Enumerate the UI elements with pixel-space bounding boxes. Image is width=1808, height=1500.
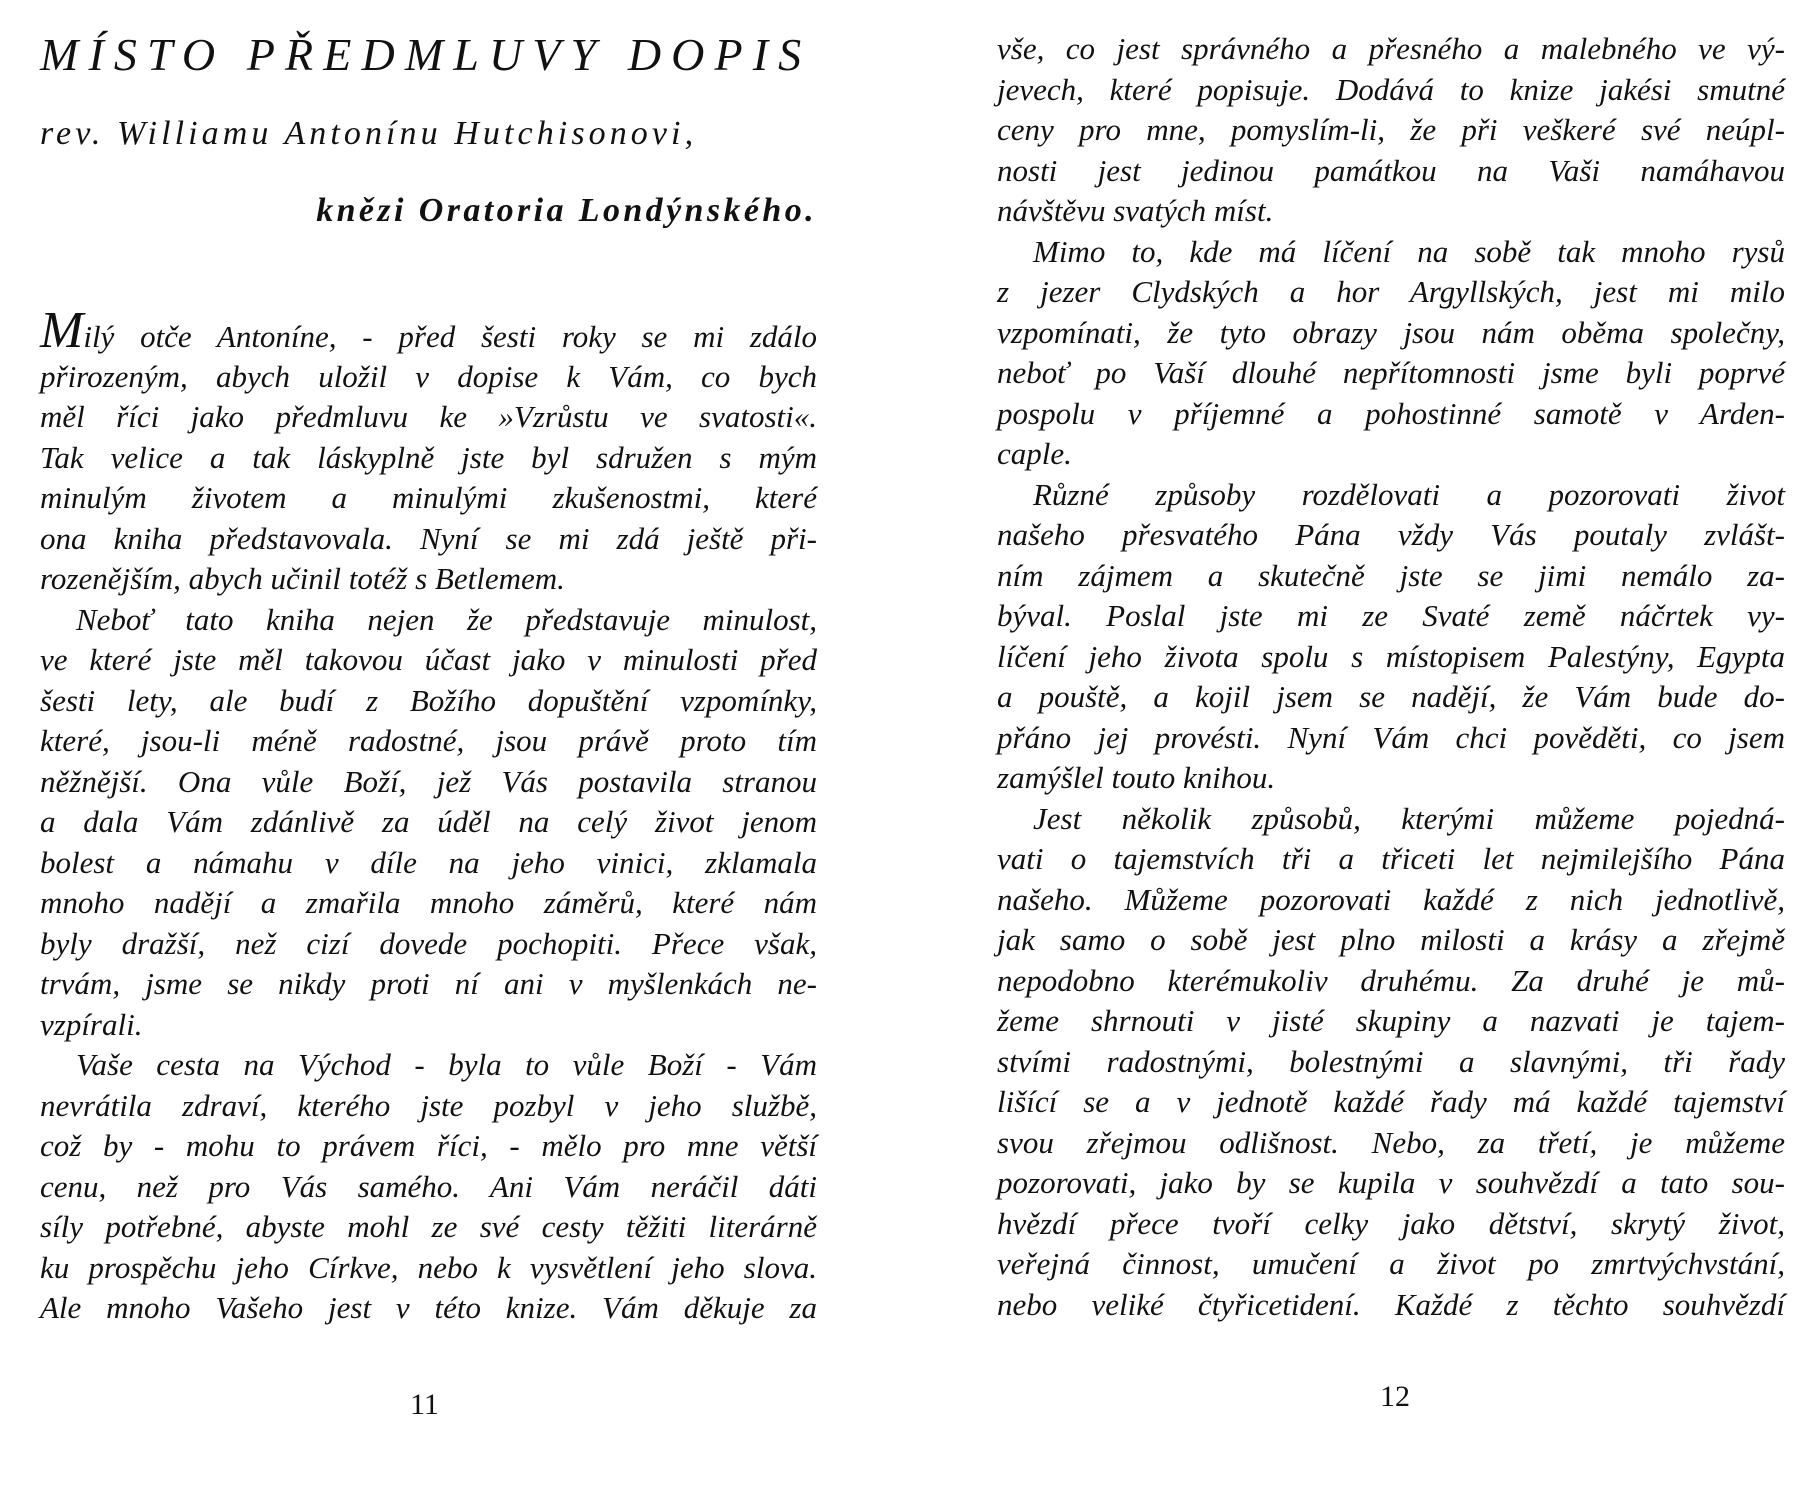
text-line: mnoho nadějí a zmařila mnoho záměrů, které nám [40, 885, 817, 920]
text-line: neboť po Vaší dlouhé nepřítomnosti jsme byli poprvé [997, 355, 1785, 390]
text-line: stvími radostnými, bolestnými a slavnými, tři řady [997, 1043, 1785, 1079]
text-line: což by - mohu to právem říci, - mělo pro mne větší [40, 1128, 817, 1163]
text-line: návštěvu svatých míst. [997, 193, 1274, 228]
text-line: nepodobno kterémukoliv druhému. Za druhé je mů- [997, 962, 1785, 998]
text-line: něžnější. Ona vůle Boží, jež Vás postavila stranou [40, 763, 817, 799]
text-line: Vaše cesta na Východ - byla to vůle Boží - Vám [76, 1047, 817, 1082]
text-line: Mimo to, kde má líčení na sobě tak mnoho rysů [1033, 233, 1785, 269]
text-line: jevech, které popisuje. Dodává to knize jakési smutné [997, 71, 1785, 107]
drop-cap: M [40, 302, 84, 359]
text-line [40, 302, 817, 359]
text-line: byly dražší, než cizí dovede pochopiti. Přece však, [40, 925, 817, 961]
text-line: z jezer Clydských a hor Argyllských, jest mi milo [997, 274, 1785, 309]
dedication-recipient: rev. Williamu Antonínu Hutchisonovi, [40, 115, 698, 152]
text-line: Jest několik způsobů, kterými můžeme pojedná- [1033, 800, 1785, 836]
text-line: přáno jej provésti. Nyní Vám chci pověděti, co jsem [997, 719, 1785, 755]
dedication-affiliation: knězi Oratoria Londýnského. [316, 192, 817, 229]
text-line: a pouště, a kojil jsem se nadějí, že Vám bude do- [997, 679, 1785, 714]
page-number-left: 11 [410, 1388, 439, 1421]
text-line: nevrátila zdraví, kterého jste pozbyl v jeho službě, [40, 1087, 817, 1123]
text-line: Různé způsoby rozdělovati a pozorovati život [1033, 476, 1785, 512]
text-line: zamýšlel touto knihou. [997, 760, 1276, 795]
text-line: minulým životem a minulými zkušenostmi, které [40, 480, 817, 515]
text-line: pozorovati, jako by se kupila v souhvězdí a tato sou- [997, 1165, 1785, 1200]
text-line: měl říci jako předmluvu ke »Vzrůstu ve svatosti«. [40, 399, 817, 434]
text-line: hvězdí přece tvoří celky jako dětství, skrytý život, [997, 1205, 1785, 1241]
left-page-body-text [40, 302, 817, 1329]
text-line: žeme shrnouti v jisté skupiny a nazvati je tajem- [997, 1003, 1785, 1038]
text-line: rozenějším, abych učinil totéž s Betlemem. [40, 561, 565, 596]
text-line: nebo veliké čtyřicetidení. Každé z těchto souhvězdí [997, 1286, 1785, 1322]
text-line: caple. [997, 436, 1072, 471]
text-line: šesti lety, ale budí z Božího dopuštění vzpomínky, [40, 682, 817, 718]
text-line: našeho přesvatého Pána vždy Vás poutaly zvlášt- [997, 517, 1785, 552]
text-line: vše, co jest správného a přesného a malebného ve vý- [997, 31, 1785, 66]
text-line: Ale mnoho Vašeho jest v této knize. Vám děkuje za [40, 1290, 817, 1325]
text-line: síly potřebné, abyste mohl ze své cesty těžiti literárně [40, 1209, 817, 1244]
text-line: jak samo o sobě jest plno milosti a krásy a zřejmě [997, 922, 1785, 957]
right-page-body-text [997, 29, 1785, 1325]
text-line: Neboť tato kniha nejen že představuje minulost, [76, 601, 817, 637]
text-line: svou zřejmou odlišnost. Nebo, za třetí, je můžeme [997, 1124, 1785, 1160]
text-line: našeho. Můžeme pozorovati každé z nich jednotlivě, [997, 881, 1785, 917]
text-line: Tak velice a tak láskyplně jste byl sdružen s mým [40, 439, 817, 475]
text-line: přirozeným, abych uložil v dopise k Vám, co bych [40, 358, 817, 394]
text-line: cenu, než pro Vás samého. Ani Vám neráčil dáti [40, 1168, 817, 1204]
text-line: pospolu v příjemné a pohostinné samotě v Arden- [997, 395, 1785, 431]
page-number-right: 12 [1380, 1380, 1410, 1413]
text-line: ním zájmem a skutečně jste se jimi nemálo za- [997, 557, 1785, 593]
text-line: lišící se a v jednotě každé řady má každé tajemství [997, 1084, 1785, 1119]
text-line: vzpomínati, že tyto obrazy jsou nám oběma společny, [997, 314, 1785, 350]
text-line: ceny pro mne, pomyslím-li, že při veškeré své neúpl- [997, 112, 1785, 147]
text-line: líčení jeho života spolu s místopisem Palestýny, Egypta [997, 638, 1785, 674]
text-line: a dala Vám zdánlivě za úděl na celý život jenom [40, 804, 817, 839]
text-line: ve které jste měl takovou účast jako v minulosti před [40, 642, 817, 677]
text-line: nosti jest jedinou památkou na Vaši namáhavou [997, 152, 1785, 188]
text-line: vzpírali. [40, 1006, 143, 1042]
text-line: veřejná činnost, umučení a život po zmrtvýchvstání, [997, 1246, 1785, 1281]
text-line: ku prospěchu jeho Církve, nebo k vysvětlení jeho slova. [40, 1249, 817, 1285]
text-line: ona kniha představovala. Nyní se mi zdá ještě při- [40, 520, 817, 556]
chapter-title: MÍSTO PŘEDMLUVY DOPIS [40, 29, 812, 80]
text-line: které, jsou-li méně radostné, jsou právě proto tím [40, 723, 817, 758]
text-line: vati o tajemstvích tři a třiceti let nejmilejšího Pána [997, 841, 1785, 876]
text-line: býval. Poslal jste mi ze Svaté země náčrtek vy- [997, 598, 1785, 633]
text-line: trvám, jsme se nikdy proti ní ani v myšlenkách ne- [40, 966, 817, 1001]
text-line: bolest a námahu v díle na jeho vinici, zklamala [40, 844, 817, 880]
text-line-content: ilý otče Antoníne, - před šesti roky se mi zdálo [83, 319, 817, 354]
